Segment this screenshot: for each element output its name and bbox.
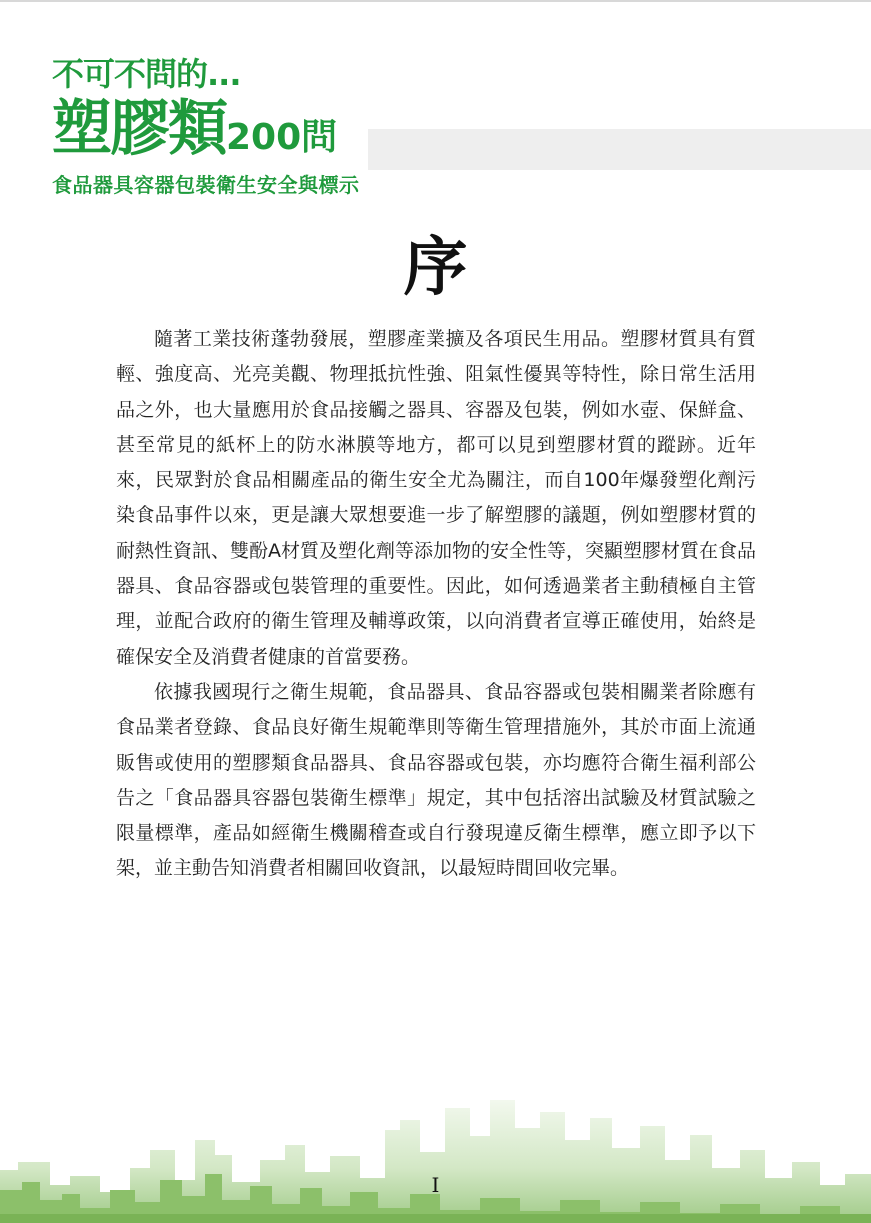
- preface-body: [116, 322, 756, 887]
- book-title: [52, 94, 337, 173]
- book-title-number: 200問: [226, 117, 338, 158]
- preface-heading: 序: [403, 230, 468, 305]
- page-number: I: [431, 1173, 440, 1197]
- book-title-main: 塑膠類: [52, 94, 226, 164]
- preface-paragraph: 依據我國現行之衛生規範，食品器具、食品容器或包裝相關業者除應有食品業者登錄、食品良好衛生規範準則等衛生管理措施外，其於市面上流通販售或使用的塑膠類食品器具、食品容器或包裝，亦均應符合衛生福利部公告之「食品器具容器包裝衛生標準」規定，其中包括溶出試驗及材質試驗之限量標準，產品如經衛生機關稽查或自行發現違反衛生標準，應立即予以下架，並主動告知消費者相關回收資訊，以最短時間回收完畢。: [116, 680, 756, 880]
- book-masthead: [52, 56, 472, 206]
- book-kicker: 不可不問的...: [52, 55, 241, 93]
- book-subtitle: 食品器具容器包裝衛生安全與標示: [52, 173, 360, 197]
- top-border: [0, 0, 871, 2]
- city-skyline-illustration: [0, 1090, 871, 1223]
- preface-paragraph: 隨著工業技術蓬勃發展，塑膠產業擴及各項民生用品。塑膠材質具有質輕、強度高、光亮美觀、物理抵抗性強、阻氣性優異等特性，除日常生活用品之外，也大量應用於食品接觸之器具、容器及包裝，例如水壺、保鮮盒、甚至常見的紙杯上的防水淋膜等地方，都可以見到塑膠材質的蹤跡。近年來，民眾對於食品相關產品的衛生安全尤為關注，而自100年爆發塑化劑污染食品事件以來，更是讓大眾想要進一步了解塑膠的議題，例如塑膠材質的耐熱性資訊、雙酚A材質及塑化劑等添加物的安全性等，突顯塑膠材質在食品器具、食品容器或包裝管理的重要性。因此，如何透過業者主動積極自主管理，並配合政府的衛生管理及輔導政策，以向消費者宣導正確使用，始終是確保安全及消費者健康的首當要務。: [116, 328, 756, 668]
